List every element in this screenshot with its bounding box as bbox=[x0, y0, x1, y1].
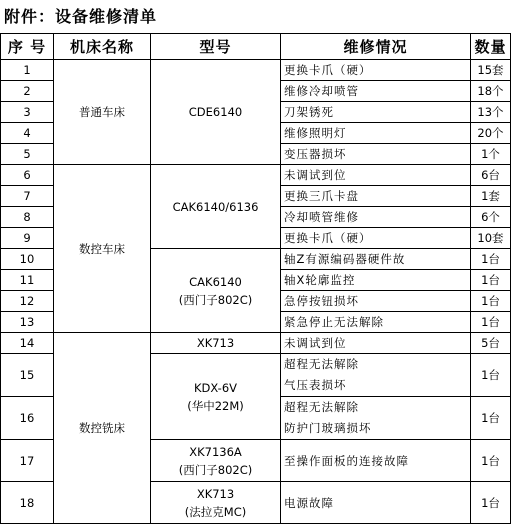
situation-cell: 变压器损坏 bbox=[281, 144, 471, 165]
header-name: 机床名称 bbox=[54, 34, 151, 60]
qty-cell: 1个 bbox=[471, 144, 511, 165]
qty-cell: 6个 bbox=[471, 207, 511, 228]
model-cell: XK713 bbox=[151, 333, 281, 354]
situation-cell bbox=[281, 397, 471, 440]
situation-cell: 紧急停止无法解除 bbox=[281, 312, 471, 333]
model-line: CAK6140 bbox=[189, 274, 242, 289]
seq-cell: 16 bbox=[1, 397, 54, 440]
seq-cell: 18 bbox=[1, 482, 54, 524]
table-row bbox=[1, 165, 511, 186]
situation-cell: 轴Z有源编码器硬件故 bbox=[281, 249, 471, 270]
qty-cell: 15套 bbox=[471, 60, 511, 81]
situation-cell: 更换三爪卡盘 bbox=[281, 186, 471, 207]
situation-cell: 未调试到位 bbox=[281, 333, 471, 354]
header-model: 型号 bbox=[151, 34, 281, 60]
table-row bbox=[1, 333, 511, 354]
seq-cell: 11 bbox=[1, 270, 54, 291]
model-cell bbox=[151, 482, 281, 524]
situation-line: 防护门玻璃损坏 bbox=[284, 421, 372, 435]
situation-line: 气压表损坏 bbox=[284, 378, 347, 392]
seq-cell: 7 bbox=[1, 186, 54, 207]
qty-cell: 1台 bbox=[471, 312, 511, 333]
header-seq: 序 号 bbox=[1, 34, 54, 60]
seq-cell: 4 bbox=[1, 123, 54, 144]
model-line: (华中22M) bbox=[187, 398, 244, 413]
qty-cell: 6台 bbox=[471, 165, 511, 186]
seq-cell: 2 bbox=[1, 81, 54, 102]
header-situation: 维修情况 bbox=[281, 34, 471, 60]
machine-name-cell: 数控铣床 bbox=[54, 333, 151, 524]
seq-cell: 3 bbox=[1, 102, 54, 123]
header-row bbox=[1, 34, 511, 60]
qty-cell: 1台 bbox=[471, 270, 511, 291]
machine-name-cell: 普通车床 bbox=[54, 60, 151, 165]
model-line: (法拉克MC) bbox=[184, 504, 247, 519]
seq-cell: 10 bbox=[1, 249, 54, 270]
seq-cell: 13 bbox=[1, 312, 54, 333]
situation-cell: 轴X轮廓监控 bbox=[281, 270, 471, 291]
seq-cell: 9 bbox=[1, 228, 54, 249]
model-line: (西门子802C) bbox=[178, 462, 253, 477]
qty-cell: 1台 bbox=[471, 249, 511, 270]
seq-cell: 12 bbox=[1, 291, 54, 312]
situation-cell: 电源故障 bbox=[281, 482, 471, 524]
seq-cell: 8 bbox=[1, 207, 54, 228]
seq-cell: 6 bbox=[1, 165, 54, 186]
situation-cell: 更换卡爪（硬） bbox=[281, 60, 471, 81]
qty-cell: 5台 bbox=[471, 333, 511, 354]
qty-cell: 1台 bbox=[471, 482, 511, 524]
qty-cell: 18个 bbox=[471, 81, 511, 102]
situation-cell: 刀架锈死 bbox=[281, 102, 471, 123]
table-row bbox=[1, 60, 511, 81]
situation-cell: 冷却喷管维修 bbox=[281, 207, 471, 228]
model-line: XK713 bbox=[196, 486, 235, 501]
seq-cell: 1 bbox=[1, 60, 54, 81]
situation-cell: 未调试到位 bbox=[281, 165, 471, 186]
qty-cell: 20个 bbox=[471, 123, 511, 144]
situation-cell: 至操作面板的连接故障 bbox=[281, 440, 471, 482]
seq-cell: 5 bbox=[1, 144, 54, 165]
qty-cell: 13个 bbox=[471, 102, 511, 123]
model-cell: CDE6140 bbox=[151, 60, 281, 165]
qty-cell: 1台 bbox=[471, 397, 511, 440]
qty-cell: 1台 bbox=[471, 291, 511, 312]
situation-cell: 更换卡爪（硬） bbox=[281, 228, 471, 249]
model-cell bbox=[151, 440, 281, 482]
document-title: 附件：设备维修清单 bbox=[4, 7, 158, 26]
model-line: (西门子802C) bbox=[178, 292, 253, 307]
machine-name-cell: 数控车床 bbox=[54, 165, 151, 333]
qty-cell: 1套 bbox=[471, 186, 511, 207]
situation-line: 超程无法解除 bbox=[284, 400, 359, 414]
model-cell: CAK6140/6136 bbox=[151, 165, 281, 249]
model-line: KDX-6V bbox=[193, 380, 238, 395]
model-line: XK7136A bbox=[189, 444, 242, 459]
situation-cell bbox=[281, 354, 471, 397]
situation-cell: 急停按钮损坏 bbox=[281, 291, 471, 312]
seq-cell: 17 bbox=[1, 440, 54, 482]
header-qty: 数量 bbox=[471, 34, 511, 60]
situation-line: 超程无法解除 bbox=[284, 357, 359, 371]
model-cell bbox=[151, 249, 281, 333]
seq-cell: 15 bbox=[1, 354, 54, 397]
model-cell bbox=[151, 354, 281, 440]
qty-cell: 1台 bbox=[471, 354, 511, 397]
seq-cell: 14 bbox=[1, 333, 54, 354]
repair-list-table bbox=[0, 33, 511, 524]
situation-cell: 维修照明灯 bbox=[281, 123, 471, 144]
qty-cell: 1台 bbox=[471, 440, 511, 482]
qty-cell: 10套 bbox=[471, 228, 511, 249]
situation-cell: 维修冷却喷管 bbox=[281, 81, 471, 102]
